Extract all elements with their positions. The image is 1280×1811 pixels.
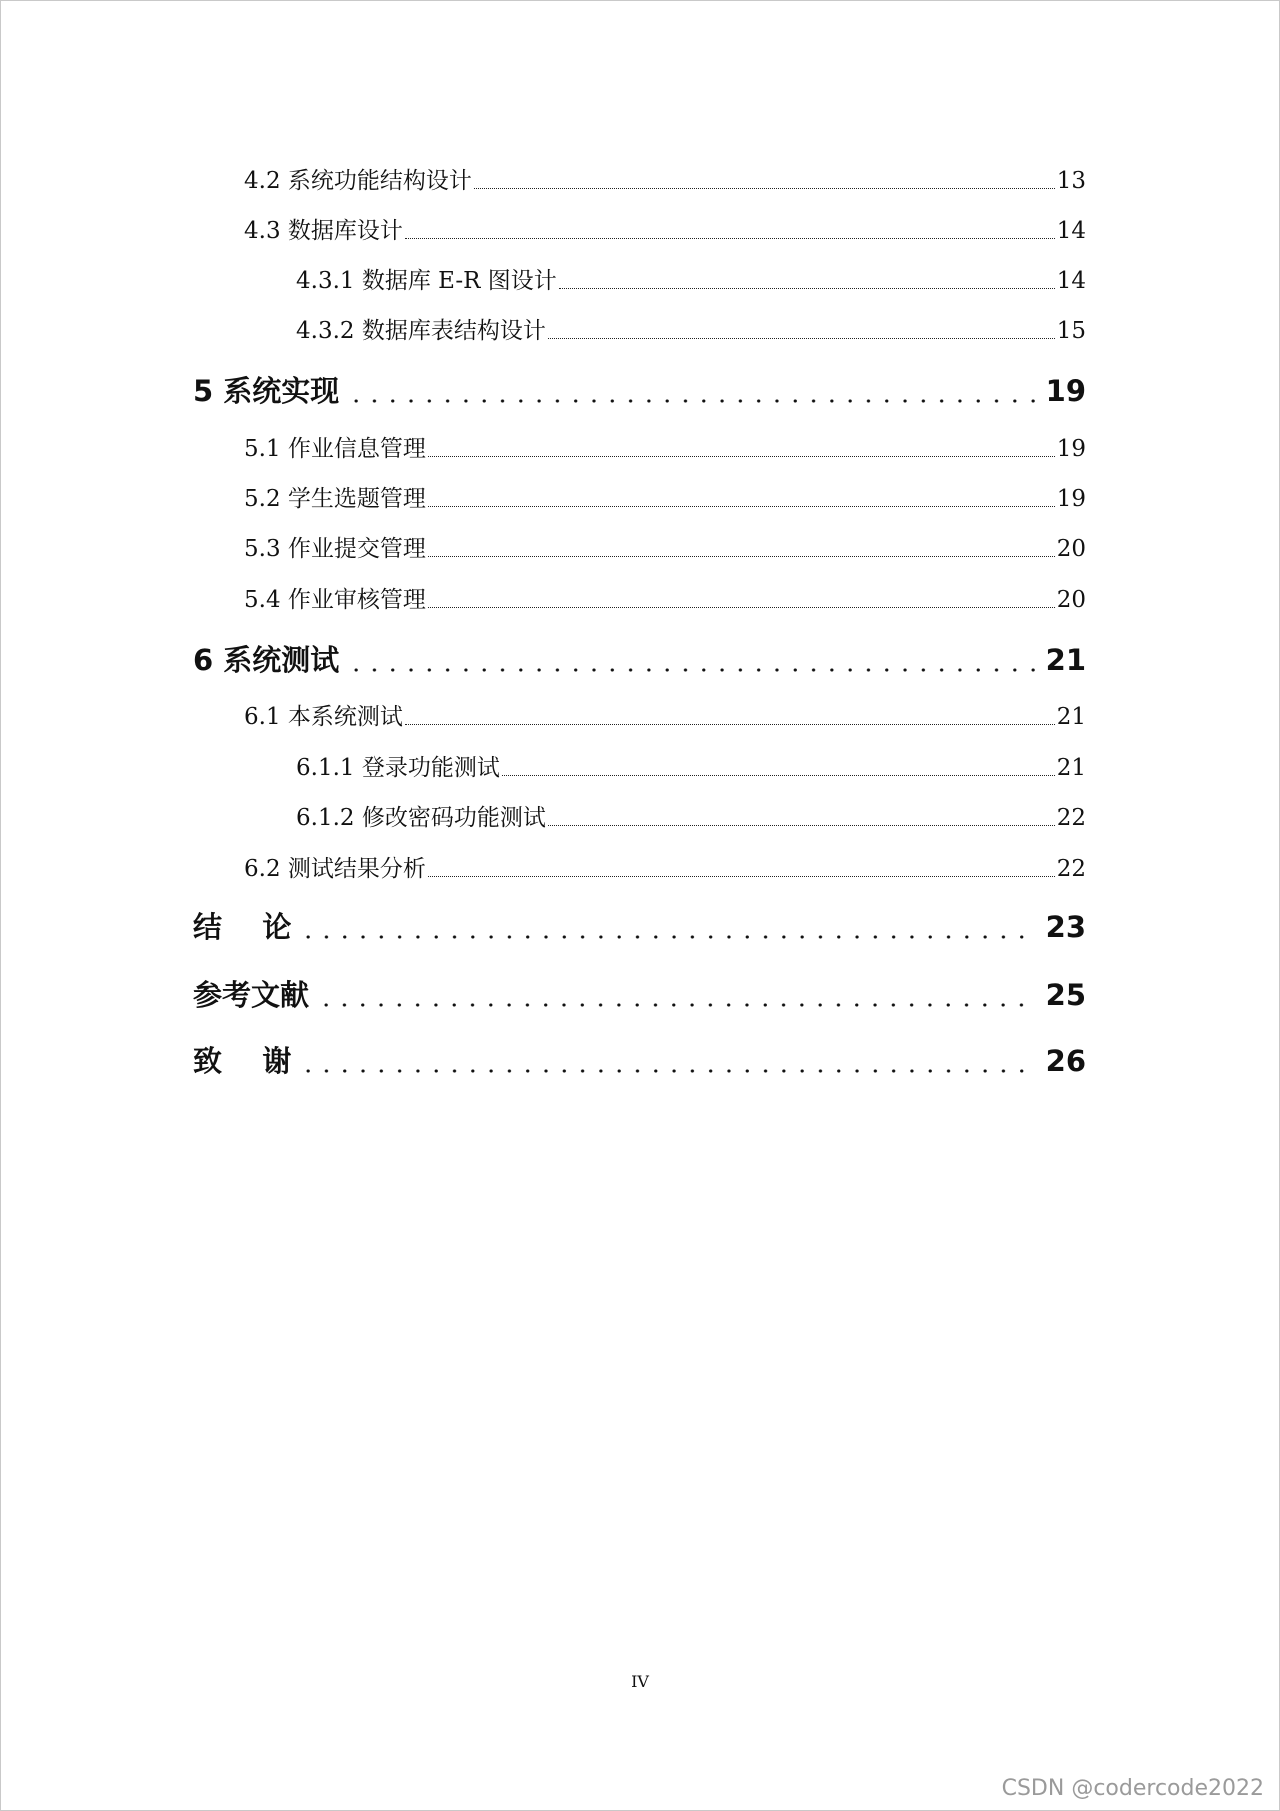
toc-entry-page: 22 — [1056, 856, 1086, 882]
toc-chapter-page: 23 — [1045, 910, 1086, 944]
toc-entry-page: 14 — [1056, 218, 1086, 244]
toc-entry-label: 5.4 作业审核管理 — [244, 587, 426, 613]
toc-entry-page: 14 — [1056, 268, 1086, 294]
toc-entry-page: 20 — [1056, 587, 1086, 613]
toc-entry-page: 22 — [1056, 805, 1086, 831]
toc-chapter-page: 19 — [1045, 374, 1086, 408]
toc-entry-label: 4.3.2 数据库表结构设计 — [296, 318, 546, 344]
toc-chapter-references[interactable] — [193, 976, 1086, 1014]
toc-chapter-6[interactable] — [193, 641, 1086, 679]
toc-chapter-label: 致 谢 — [193, 1044, 292, 1078]
toc-entry-label: 4.2 系统功能结构设计 — [244, 168, 472, 194]
toc-leader-dots — [559, 266, 1055, 296]
toc-entry-page: 13 — [1056, 168, 1086, 194]
csdn-watermark: CSDN @codercode2022 — [1001, 1776, 1264, 1801]
toc-entry-4-3[interactable] — [244, 216, 1086, 246]
toc-entry-5-1[interactable] — [244, 434, 1086, 464]
toc-entry-4-3-1[interactable] — [296, 266, 1086, 296]
toc-entry-5-4[interactable] — [244, 585, 1086, 615]
toc-leader-dots — [548, 803, 1055, 833]
toc-entry-5-2[interactable] — [244, 484, 1086, 514]
toc-chapter-label: 5 系统实现 — [193, 374, 340, 408]
toc-entry-6-1[interactable] — [244, 702, 1086, 732]
toc-entry-6-1-2[interactable] — [296, 803, 1086, 833]
toc-chapter-conclusion[interactable] — [193, 908, 1086, 946]
toc-entry-label: 6.1.2 修改密码功能测试 — [296, 805, 546, 831]
toc-chapter-page: 21 — [1045, 643, 1086, 677]
toc-chapter-acknowledgements[interactable] — [193, 1042, 1086, 1080]
toc-entry-page: 15 — [1056, 318, 1086, 344]
toc-entry-label: 5.3 作业提交管理 — [244, 536, 426, 562]
toc-chapter-5[interactable] — [193, 372, 1086, 410]
toc-entry-label: 4.3 数据库设计 — [244, 218, 403, 244]
toc-entry-6-1-1[interactable] — [296, 753, 1086, 783]
toc-chapter-page: 25 — [1045, 978, 1086, 1012]
page-number-footer: IV — [631, 1672, 649, 1691]
toc-entry-page: 19 — [1056, 436, 1086, 462]
toc-chapter-label: 6 系统测试 — [193, 643, 340, 677]
toc-entry-4-2[interactable] — [244, 166, 1086, 196]
toc-leader-dots — [428, 484, 1055, 514]
toc-entry-label: 6.1.1 登录功能测试 — [296, 755, 500, 781]
toc-leader-dots — [311, 976, 1044, 1014]
toc-leader-dots — [428, 854, 1055, 884]
toc-leader-dots — [548, 316, 1055, 346]
toc-entry-label: 5.2 学生选题管理 — [244, 486, 426, 512]
toc-leader-dots — [474, 166, 1055, 196]
toc-leader-dots — [293, 1042, 1043, 1080]
toc-entry-page: 21 — [1056, 704, 1086, 730]
toc-leader-dots — [428, 534, 1055, 564]
toc-leader-dots — [341, 641, 1043, 679]
toc-leader-dots — [502, 753, 1055, 783]
toc-chapter-page: 26 — [1045, 1044, 1086, 1078]
toc-leader-dots — [428, 434, 1055, 464]
toc-entry-5-3[interactable] — [244, 534, 1086, 564]
toc-leader-dots — [428, 585, 1055, 615]
toc-chapter-label: 结 论 — [193, 910, 292, 944]
toc-leader-dots — [405, 702, 1055, 732]
toc-entry-page: 20 — [1056, 536, 1086, 562]
toc-chapter-label: 参考文献 — [193, 978, 310, 1012]
toc-entry-page: 19 — [1056, 486, 1086, 512]
toc-leader-dots — [341, 372, 1043, 410]
toc-entry-label: 6.1 本系统测试 — [244, 704, 403, 730]
toc-leader-dots — [405, 216, 1055, 246]
toc-entry-4-3-2[interactable] — [296, 316, 1086, 346]
toc-entry-label: 4.3.1 数据库 E-R 图设计 — [296, 268, 557, 294]
toc-entry-label: 5.1 作业信息管理 — [244, 436, 426, 462]
toc-entry-6-2[interactable] — [244, 854, 1086, 884]
toc-entry-label: 6.2 测试结果分析 — [244, 856, 426, 882]
toc-entry-page: 21 — [1056, 755, 1086, 781]
toc-leader-dots — [293, 908, 1043, 946]
